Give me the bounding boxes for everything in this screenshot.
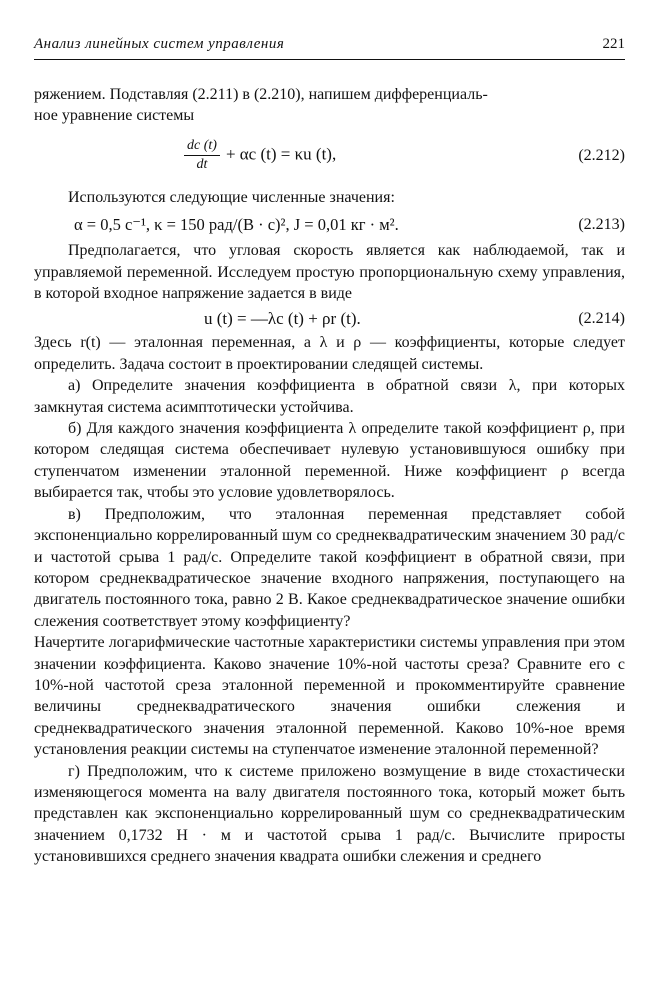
values-intro: Используются следующие численные значения: — [68, 188, 395, 206]
equation-2-214-number: (2.214) — [578, 309, 625, 327]
running-title: Анализ линейных систем управления — [34, 35, 285, 52]
equation-2-212-formula — [34, 137, 535, 174]
equation-2-214-formula: u (t) = —λc (t) + ρr (t). — [204, 308, 361, 328]
paragraph-observed-variable: Предполагается, что угловая скорость является как наблюдаемой, так и управляемой переменной. Исследуем простую пропорциональную схему управления, в которой входное напряжение задается в виде — [34, 242, 625, 303]
fraction-numerator: dc (t) — [184, 137, 220, 156]
page-number: 221 — [602, 35, 625, 52]
equation-2-213-formula: α = 0,5 с⁻¹, κ = 150 рад/(В · с)², J = 0,01 кг · м². — [74, 214, 399, 234]
task-v-continued: Начертите логарифмические частотные характеристики системы управления при этом значении коэффициента. Каково значение 10%-ной частоты среза? Сравните его с 10%-ной частотой среза эталонной переменной и прокомментируйте сравнение величины среднеквадратического значения ошибки слежения и среднеквадратического значения эталонной переменной. Каково 10%-ное время установления реакции системы на ступенчатое изменение эталонной переменной? — [34, 634, 625, 759]
task-v: в) Предположим, что эталонная переменная представляет собой экспоненциально коррелированный шум со среднеквадратическим значением 30 рад/с и частотой срыва 1 рад/с. Определите такой коэффициент в обратной связи, при котором среднеквадратическое значение входного напряжения, поступающего на двигатель постоянного тока, равно 2 В. Какое среднеквадратическое значение ошибки слежения соответствует этому коэффициенту? — [34, 505, 625, 630]
paragraph-coefficients: Здесь r(t) — эталонная переменная, а λ и ρ — коэффициенты, которые следует определить. Задача состоит в проектировании следящей системы. — [34, 334, 625, 373]
equation-2-213 — [34, 208, 625, 240]
task-g: г) Предположим, что к системе приложено возмущение в виде стохастически изменяющегося момента на валу двигателя постоянного тока, который может быть представлен как экспоненциально коррелированный шум со среднеквадратическим значением 0,1732 Н · м и частотой срыва 1 рад/с. Вычислите приросты установившихся среднего значения квадрата ошибки слежения и среднего — [34, 762, 625, 866]
paragraph-continuation-line1: ряжением. Подставляя (2.211) в (2.210), напишем дифференциаль- — [34, 86, 488, 103]
fraction-denominator: dt — [196, 157, 208, 173]
equation-2-212-number: (2.212) — [578, 147, 625, 165]
derivative-fraction — [184, 137, 220, 174]
equation-2-214 — [34, 304, 625, 332]
task-b: б) Для каждого значения коэффициента λ определите такой коэффициент ρ, при котором следящая система обеспечивает нулевую установившуюся ошибку при ступенчатом изменении эталонной переменной. Ниже коэффициент ρ всегда выбирается так, чтобы это условие удовлетворялось. — [34, 420, 625, 502]
page-content — [34, 84, 625, 868]
equation-2-213-number: (2.213) — [578, 215, 625, 233]
paragraph-continuation-line2: ное уравнение системы — [34, 107, 195, 125]
task-a: а) Определите значения коэффициента в обратной связи λ, при которых замкнутая система асимптотически устойчива. — [34, 377, 625, 416]
running-header — [34, 34, 625, 60]
equation-2-212-rhs: + αc (t) = κu (t), — [225, 144, 337, 164]
equation-2-212 — [34, 131, 625, 181]
